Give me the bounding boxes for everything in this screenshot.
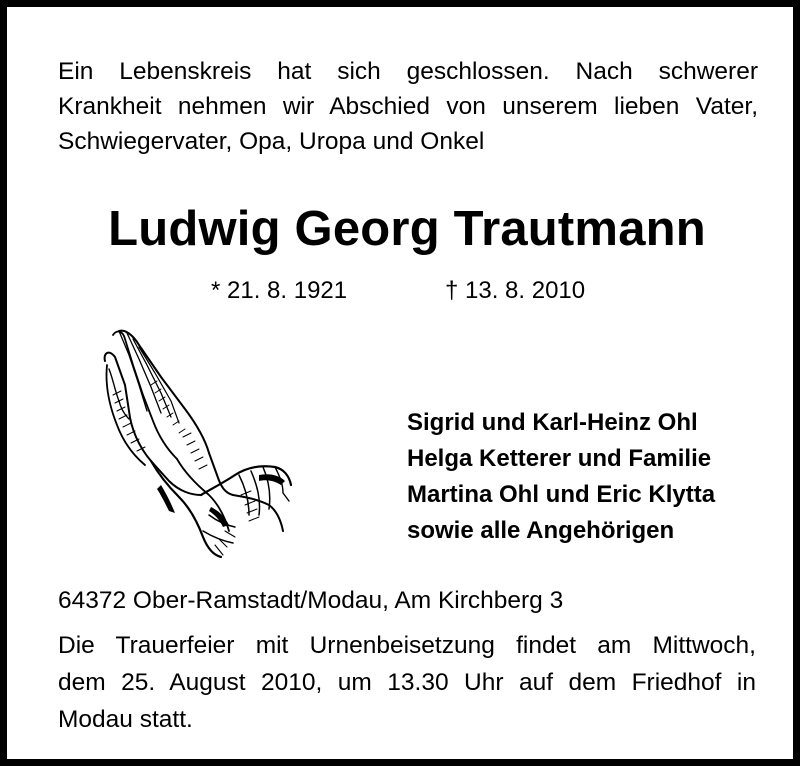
service-info: [58, 627, 756, 738]
intro-line-3: Schwiegervater, Opa, Uropa und Onkel: [58, 128, 485, 155]
address: 64372 Ober-Ramstadt/Modau, Am Kirchberg 3: [58, 587, 564, 614]
death-date: † 13. 8. 2010: [445, 277, 586, 304]
service-line-3: Modau statt.: [58, 706, 193, 733]
service-line-2: dem 25. August 2010, um 13.30 Uhr auf dem Friedhof in: [58, 669, 756, 696]
mourner-line: sowie alle Angehörigen: [407, 517, 675, 544]
mourner-line: Martina Ohl und Eric Klytta: [407, 481, 716, 508]
praying-hands-icon: [99, 325, 293, 559]
intro-text: [58, 54, 758, 159]
deceased-name: Ludwig Georg Trautmann: [108, 202, 706, 256]
intro-line-2: Krankheit nehmen wir Abschied von unserem lieben Vater,: [58, 93, 758, 120]
intro-line-1: Ein Lebenskreis hat sich geschlossen. Nach schwerer: [58, 58, 758, 85]
service-line-1: Die Trauerfeier mit Urnenbeisetzung findet am Mittwoch,: [58, 632, 756, 659]
mourners-list: [407, 405, 715, 549]
mourner-line: Helga Ketterer und Familie: [407, 445, 712, 472]
mourner-line: Sigrid und Karl-Heinz Ohl: [407, 409, 698, 436]
birth-date: * 21. 8. 1921: [211, 277, 348, 304]
